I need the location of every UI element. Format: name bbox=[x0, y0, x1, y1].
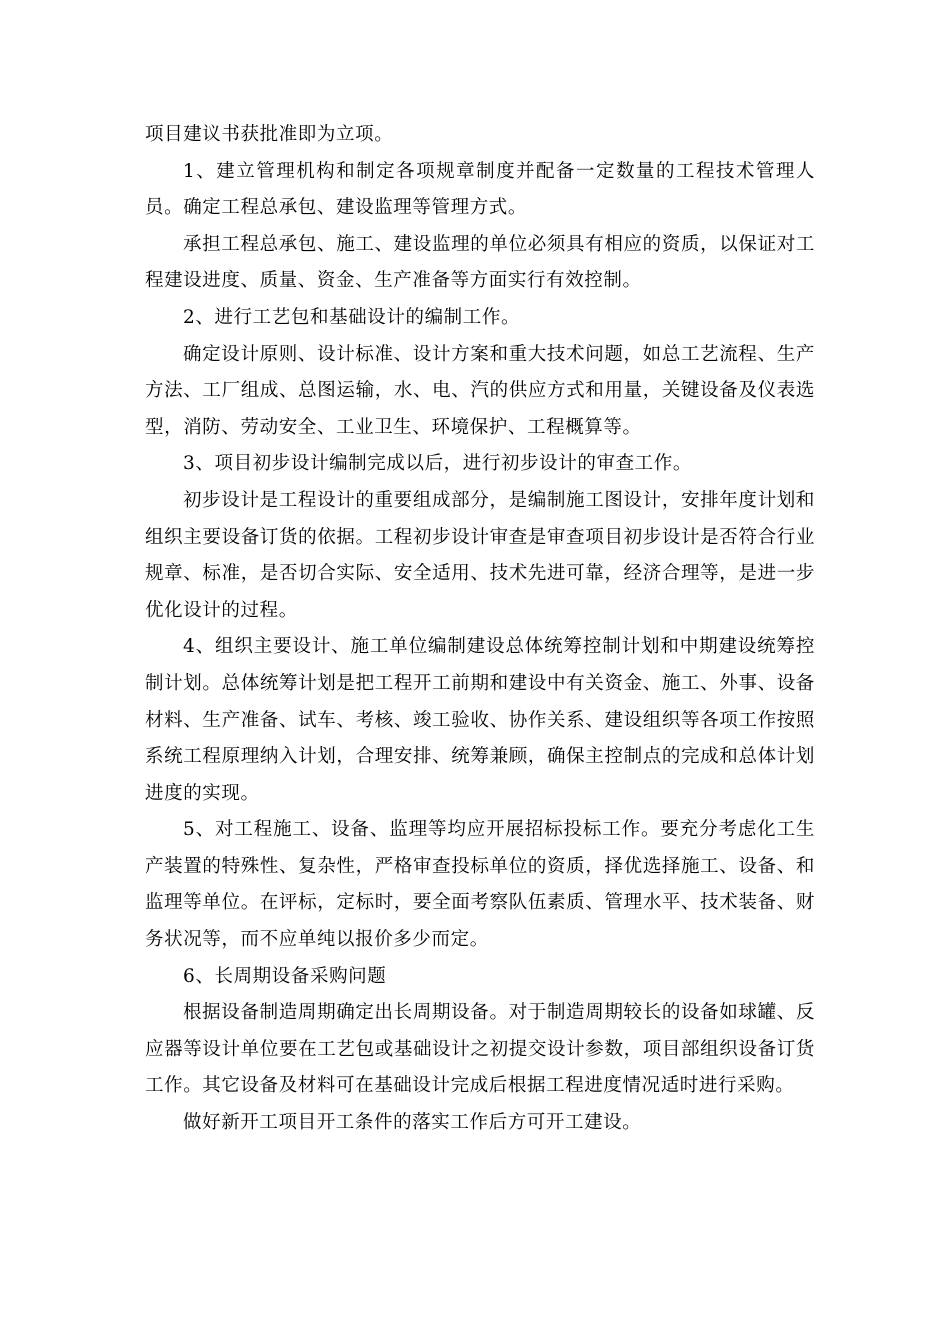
paragraph-project-approval: 项目建议书获批准即为立项。 bbox=[145, 124, 394, 145]
document-body bbox=[145, 117, 815, 1142]
paragraph-item-3: 3、项目初步设计编制完成以后，进行初步设计的审查工作。 bbox=[183, 453, 692, 475]
paragraph-design-principles: 确定设计原则、设计标准、设计方案和重大技术问题，如总工艺流程、生产方法、工厂组成、总图运输，水、电、汽的供应方式和用量，关键设备及仪表选型，消防、劳动安全、工业卫生、环境保护、工程概算等。 bbox=[145, 343, 815, 438]
paragraph-preliminary-design: 初步设计是工程设计的重要组成部分，是编制施工图设计，安排年度计划和组织主要设备订货的依据。工程初步设计审查是审查项目初步设计是否符合行业规章、标准，是否切合实际、安全适用、技术先进可靠，经济合理等，是进一步优化设计的过程。 bbox=[145, 489, 815, 621]
paragraph-item-5: 5、对工程施工、设备、监理等均应开展招标投标工作。要充分考虑化工生产装置的特殊性、复杂性，严格审查投标单位的资质，择优选择施工、设备、和监理等单位。在评标，定标时，要全面考察队伍素质、管理水平、技术装备、财务状况等，而不应单纯以报价多少而定。 bbox=[145, 819, 815, 951]
paragraph-item-4: 4、组织主要设计、施工单位编制建设总体统筹控制计划和中期建设统筹控制计划。总体统筹计划是把工程开工前期和建设中有关资金、施工、外事、设备材料、生产准备、试车、考核、竣工验收、协作关系、建设组织等各项工作按照系统工程原理纳入计划，合理安排、统筹兼顾，确保主控制点的完成和总体计划进度的实现。 bbox=[145, 636, 815, 804]
paragraph-item-2: 2、进行工艺包和基础设计的编制工作。 bbox=[183, 306, 521, 328]
paragraph-item-6: 6、长周期设备采购问题 bbox=[183, 965, 387, 987]
paragraph-qualification: 承担工程总承包、施工、建设监理的单位必须具有相应的资质，以保证对工程建设进度、质量、资金、生产准备等方面实行有效控制。 bbox=[145, 233, 815, 292]
paragraph-long-lead-equipment: 根据设备制造周期确定出长周期设备。对于制造周期较长的设备如球罐、反应器等设计单位要在工艺包或基础设计之初提交设计参数，项目部组织设备订货工作。其它设备及材料可在基础设计完成后根据工程进度情况适时进行采购。 bbox=[145, 1002, 815, 1097]
paragraph-item-1: 1、建立管理机构和制定各项规章制度并配备一定数量的工程技术管理人员。确定工程总承包、建设监理等管理方式。 bbox=[145, 160, 815, 219]
paragraph-start-conditions: 做好新开工项目开工条件的落实工作后方可开工建设。 bbox=[183, 1112, 642, 1134]
